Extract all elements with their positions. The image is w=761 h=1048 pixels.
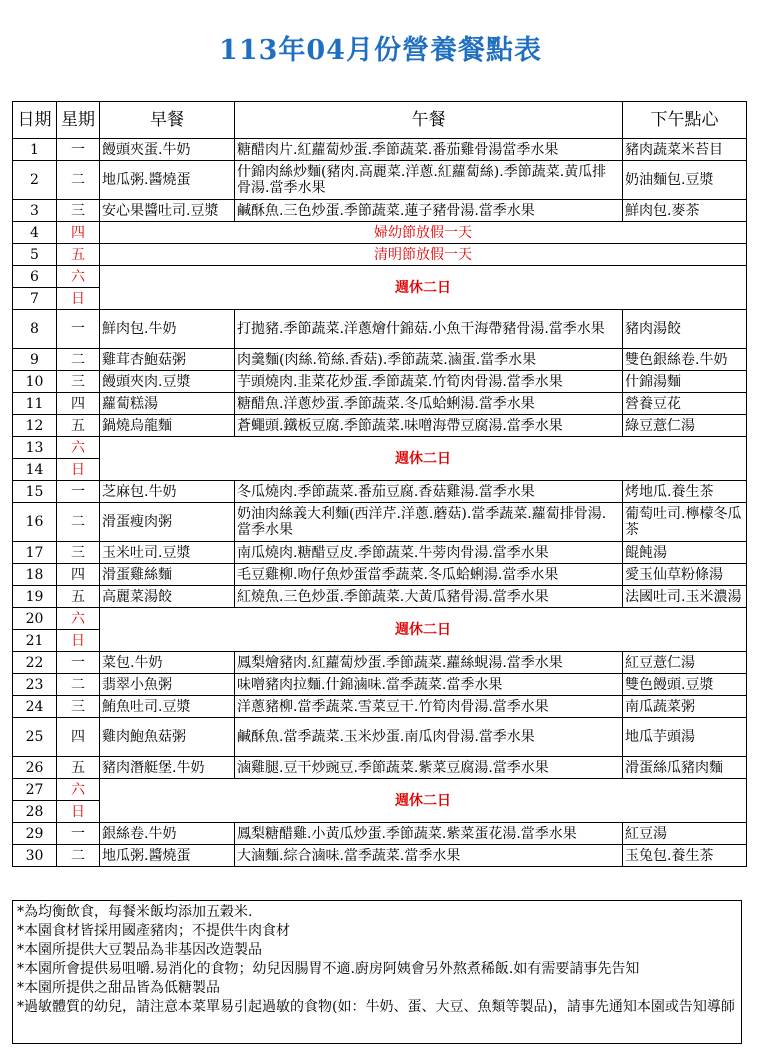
table-row — [13, 437, 747, 459]
snack-cell: 葡萄吐司.檸檬冬瓜茶 — [623, 503, 747, 542]
day-cell: 11 — [13, 393, 57, 415]
snack-cell: 什錦湯麵 — [623, 371, 747, 393]
snack-cell: 豬肉湯餃 — [623, 310, 747, 349]
breakfast-cell: 鮪魚吐司.豆漿 — [100, 696, 235, 718]
lunch-cell: 芋頭燒肉.韭菜花炒蛋.季節蔬菜.竹筍肉骨湯.當季水果 — [235, 371, 623, 393]
weekday-cell: 二 — [57, 161, 100, 200]
day-cell: 29 — [13, 823, 57, 845]
day-cell: 21 — [13, 630, 57, 652]
day-cell: 18 — [13, 564, 57, 586]
weekday-cell: 一 — [57, 652, 100, 674]
lunch-cell: 紅燒魚.三色炒蛋.季節蔬菜.大黃瓜豬骨湯.當季水果 — [235, 586, 623, 608]
day-cell: 20 — [13, 608, 57, 630]
table-row — [13, 503, 747, 542]
lunch-cell: 南瓜燒肉.糖醋豆皮.季節蔬菜.牛蒡肉骨湯.當季水果 — [235, 542, 623, 564]
weekday-cell: 四 — [57, 564, 100, 586]
table-row — [13, 652, 747, 674]
lunch-cell: 糖醋魚.洋蔥炒蛋.季節蔬菜.冬瓜蛤蜊湯.當季水果 — [235, 393, 623, 415]
table-row — [13, 757, 747, 779]
lunch-cell: 蒼蠅頭.鐵板豆腐.季節蔬菜.味噌海帶豆腐湯.當季水果 — [235, 415, 623, 437]
weekend-notice: 週休二日 — [100, 437, 747, 481]
breakfast-cell: 安心果醬吐司.豆漿 — [100, 200, 235, 222]
weekday-cell: 五 — [57, 244, 100, 266]
day-cell: 5 — [13, 244, 57, 266]
table-row — [13, 542, 747, 564]
weekend-notice: 週休二日 — [100, 608, 747, 652]
lunch-cell: 打拋豬.季節蔬菜.洋蔥燴什錦菇.小魚干海帶豬骨湯.當季水果 — [235, 310, 623, 349]
day-cell: 24 — [13, 696, 57, 718]
holiday-notice: 婦幼節放假一天 — [100, 222, 747, 244]
weekday-cell: 三 — [57, 371, 100, 393]
weekday-cell: 三 — [57, 200, 100, 222]
day-cell: 22 — [13, 652, 57, 674]
snack-cell: 餛飩湯 — [623, 542, 747, 564]
weekday-cell: 三 — [57, 542, 100, 564]
day-cell: 1 — [13, 139, 57, 161]
breakfast-cell: 玉米吐司.豆漿 — [100, 542, 235, 564]
weekday-cell: 四 — [57, 393, 100, 415]
table-row — [13, 161, 747, 200]
lunch-cell: 洋蔥豬柳.當季蔬菜.雪菜豆干.竹筍肉骨湯.當季水果 — [235, 696, 623, 718]
breakfast-cell: 滑蛋瘦肉粥 — [100, 503, 235, 542]
lunch-cell: 大滷麵.綜合滷味.當季蔬菜.當季水果 — [235, 845, 623, 867]
snack-cell: 滑蛋絲瓜豬肉麵 — [623, 757, 747, 779]
header-lunch: 午餐 — [235, 102, 623, 139]
table-row — [13, 779, 747, 801]
table-row — [13, 674, 747, 696]
header-date: 日期 — [13, 102, 57, 139]
note-line: *過敏體質的幼兒，請注意本菜單易引起過敏的食物(如：牛奶、蛋、大豆、魚類等製品)，請事先通知本園或告知導師 — [17, 999, 735, 1015]
lunch-cell: 毛豆雞柳.吻仔魚炒蛋當季蔬菜.冬瓜蛤蜊湯.當季水果 — [235, 564, 623, 586]
holiday-notice: 清明節放假一天 — [100, 244, 747, 266]
breakfast-cell: 饅頭夾肉.豆漿 — [100, 371, 235, 393]
weekday-cell: 六 — [57, 266, 100, 288]
weekday-cell: 一 — [57, 481, 100, 503]
snack-cell: 南瓜蔬菜粥 — [623, 696, 747, 718]
note-line: *本園食材皆採用國產豬肉；不提供牛肉食材 — [17, 923, 290, 939]
day-cell: 27 — [13, 779, 57, 801]
breakfast-cell: 雞茸杏鮑菇粥 — [100, 349, 235, 371]
table-row — [13, 349, 747, 371]
day-cell: 28 — [13, 801, 57, 823]
lunch-cell: 冬瓜燒肉.季節蔬菜.番茄豆腐.香菇雞湯.當季水果 — [235, 481, 623, 503]
table-row — [13, 481, 747, 503]
day-cell: 6 — [13, 266, 57, 288]
page-title: 113年04月份營養餐點表 — [219, 35, 542, 66]
breakfast-cell: 菜包.牛奶 — [100, 652, 235, 674]
day-cell: 4 — [13, 222, 57, 244]
snack-cell: 烤地瓜.養生茶 — [623, 481, 747, 503]
snack-cell: 營養豆花 — [623, 393, 747, 415]
day-cell: 23 — [13, 674, 57, 696]
header-weekday: 星期 — [57, 102, 100, 139]
snack-cell: 法國吐司.玉米濃湯 — [623, 586, 747, 608]
lunch-cell: 鳳梨燴豬肉.紅蘿蔔炒蛋.季節蔬菜.蘿絲蜆湯.當季水果 — [235, 652, 623, 674]
day-cell: 3 — [13, 200, 57, 222]
lunch-cell: 糖醋肉片.紅蘿蔔炒蛋.季節蔬菜.番茄雞骨湯當季水果 — [235, 139, 623, 161]
day-cell: 16 — [13, 503, 57, 542]
weekday-cell: 五 — [57, 415, 100, 437]
note-line: *本園所提供大豆製品為非基因改造製品 — [17, 942, 262, 958]
header-breakfast: 早餐 — [100, 102, 235, 139]
day-cell: 17 — [13, 542, 57, 564]
header-snack: 下午點心 — [623, 102, 747, 139]
table-row — [13, 718, 747, 757]
breakfast-cell: 地瓜粥.醬燒蛋 — [100, 845, 235, 867]
table-row — [13, 244, 747, 266]
breakfast-cell: 滑蛋雞絲麵 — [100, 564, 235, 586]
breakfast-cell: 豬肉潛艇堡.牛奶 — [100, 757, 235, 779]
weekday-cell: 日 — [57, 630, 100, 652]
lunch-cell: 滷雞腿.豆干炒豌豆.季節蔬菜.紫菜豆腐湯.當季水果 — [235, 757, 623, 779]
weekday-cell: 五 — [57, 586, 100, 608]
snack-cell: 玉兔包.養生茶 — [623, 845, 747, 867]
breakfast-cell: 雞肉鮑魚菇粥 — [100, 718, 235, 757]
table-row — [13, 415, 747, 437]
table-row — [13, 371, 747, 393]
snack-cell: 雙色銀絲卷.牛奶 — [623, 349, 747, 371]
snack-cell: 紅豆薏仁湯 — [623, 652, 747, 674]
snack-cell: 紅豆湯 — [623, 823, 747, 845]
weekday-cell: 四 — [57, 222, 100, 244]
snack-cell: 豬肉蔬菜米苔目 — [623, 139, 747, 161]
day-cell: 25 — [13, 718, 57, 757]
breakfast-cell: 鍋燒烏龍麵 — [100, 415, 235, 437]
table-row — [13, 608, 747, 630]
notes-box — [12, 900, 742, 1044]
table-row — [13, 696, 747, 718]
weekday-cell: 五 — [57, 757, 100, 779]
day-cell: 19 — [13, 586, 57, 608]
lunch-cell: 鳳梨糖醋雞.小黃瓜炒蛋.季節蔬菜.紫菜蛋花湯.當季水果 — [235, 823, 623, 845]
breakfast-cell: 銀絲卷.牛奶 — [100, 823, 235, 845]
note-line: *本園所會提供易咀嚼.易消化的食物；幼兒因腸胃不適.廚房阿姨會另外熬煮稀飯.如有需要請事先告知 — [17, 961, 640, 977]
day-cell: 8 — [13, 310, 57, 349]
lunch-cell: 什錦肉絲炒麵(豬肉.高麗菜.洋蔥.紅蘿蔔絲).季節蔬菜.黃瓜排骨湯.當季水果 — [235, 161, 623, 200]
breakfast-cell: 芝麻包.牛奶 — [100, 481, 235, 503]
day-cell: 2 — [13, 161, 57, 200]
table-row — [13, 200, 747, 222]
weekend-notice: 週休二日 — [100, 266, 747, 310]
table-row — [13, 564, 747, 586]
note-line: *為均衡飲食，每餐米飯均添加五穀米. — [17, 904, 253, 920]
lunch-cell: 味噌豬肉拉麵.什錦滷味.當季蔬菜.當季水果 — [235, 674, 623, 696]
weekday-cell: 一 — [57, 310, 100, 349]
breakfast-cell: 翡翠小魚粥 — [100, 674, 235, 696]
weekday-cell: 一 — [57, 823, 100, 845]
table-row — [13, 823, 747, 845]
table-row — [13, 310, 747, 349]
day-cell: 15 — [13, 481, 57, 503]
weekday-cell: 六 — [57, 437, 100, 459]
day-cell: 12 — [13, 415, 57, 437]
snack-cell: 奶油麵包.豆漿 — [623, 161, 747, 200]
day-cell: 14 — [13, 459, 57, 481]
table-row — [13, 266, 747, 288]
breakfast-cell: 饅頭夾蛋.牛奶 — [100, 139, 235, 161]
weekday-cell: 一 — [57, 139, 100, 161]
breakfast-cell: 鮮肉包.牛奶 — [100, 310, 235, 349]
table-row — [13, 222, 747, 244]
table-row — [13, 586, 747, 608]
lunch-cell: 鹹酥魚.當季蔬菜.玉米炒蛋.南瓜肉骨湯.當季水果 — [235, 718, 623, 757]
day-cell: 10 — [13, 371, 57, 393]
lunch-cell: 肉羹麵(肉絲.筍絲.香菇).季節蔬菜.滷蛋.當季水果 — [235, 349, 623, 371]
weekday-cell: 六 — [57, 608, 100, 630]
weekday-cell: 日 — [57, 801, 100, 823]
menu-table — [12, 101, 747, 867]
weekday-cell: 三 — [57, 696, 100, 718]
day-cell: 9 — [13, 349, 57, 371]
table-row — [13, 139, 747, 161]
table-row — [13, 393, 747, 415]
lunch-cell: 鹹酥魚.三色炒蛋.季節蔬菜.蓮子豬骨湯.當季水果 — [235, 200, 623, 222]
weekday-cell: 二 — [57, 845, 100, 867]
weekday-cell: 二 — [57, 674, 100, 696]
menu-body — [13, 139, 747, 867]
weekday-cell: 二 — [57, 503, 100, 542]
snack-cell: 地瓜芋頭湯 — [623, 718, 747, 757]
breakfast-cell: 高麗菜湯餃 — [100, 586, 235, 608]
day-cell: 26 — [13, 757, 57, 779]
weekend-notice: 週休二日 — [100, 779, 747, 823]
snack-cell: 雙色饅頭.豆漿 — [623, 674, 747, 696]
weekday-cell: 四 — [57, 718, 100, 757]
header-row — [13, 102, 747, 139]
snack-cell: 愛玉仙草粉條湯 — [623, 564, 747, 586]
snack-cell: 鮮肉包.麥茶 — [623, 200, 747, 222]
table-row — [13, 845, 747, 867]
day-cell: 30 — [13, 845, 57, 867]
weekday-cell: 六 — [57, 779, 100, 801]
weekday-cell: 二 — [57, 349, 100, 371]
weekday-cell: 日 — [57, 288, 100, 310]
breakfast-cell: 地瓜粥.醬燒蛋 — [100, 161, 235, 200]
note-line: *本園所提供之甜品皆為低糖製品 — [17, 980, 220, 996]
day-cell: 13 — [13, 437, 57, 459]
lunch-cell: 奶油肉絲義大利麵(西洋芹.洋蔥.蘑菇).當季蔬菜.蘿蔔排骨湯.當季水果 — [235, 503, 623, 542]
weekday-cell: 日 — [57, 459, 100, 481]
snack-cell: 綠豆薏仁湯 — [623, 415, 747, 437]
day-cell: 7 — [13, 288, 57, 310]
breakfast-cell: 蘿蔔糕湯 — [100, 393, 235, 415]
